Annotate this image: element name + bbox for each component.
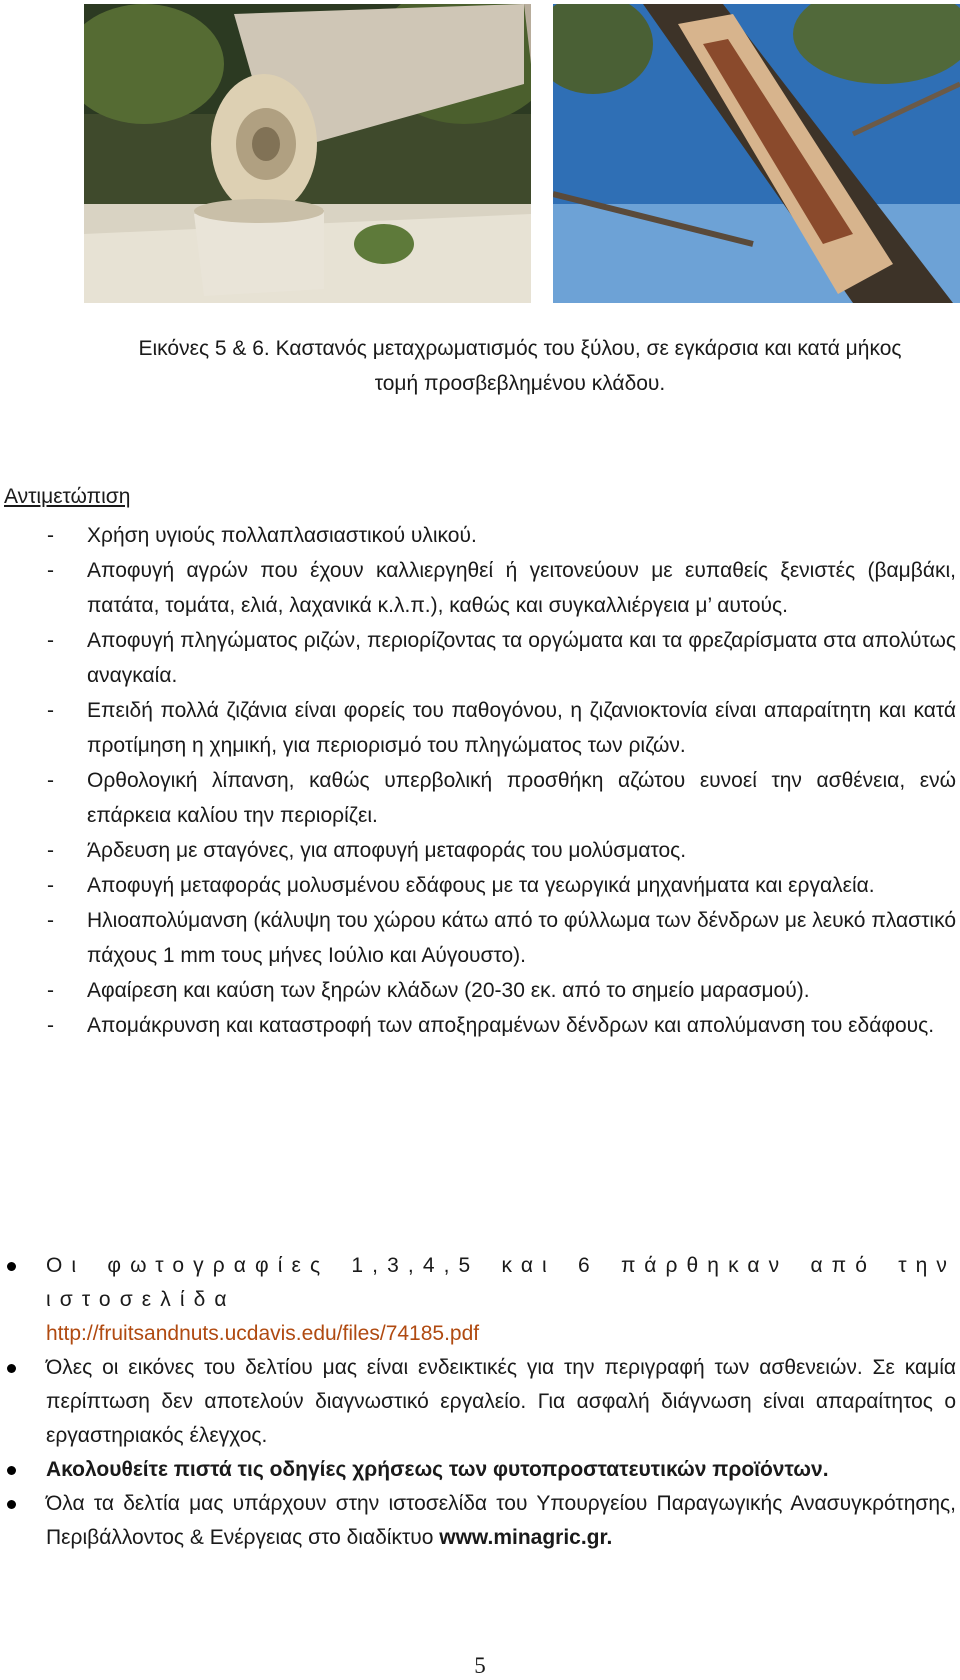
notes-list	[4, 1249, 956, 1555]
list-item: - Ορθολογική λίπανση, καθώς υπερβολική προσθήκη αζώτου ευνοεί την ασθένεια, ενώ επάρκεια καλίου την περιορίζει.	[47, 769, 956, 827]
bullet-icon	[7, 1262, 16, 1271]
note-instructions	[4, 1453, 956, 1487]
list-item: - Επειδή πολλά ζιζάνια είναι φορείς του παθογόνου, η ζιζανιοκτονία είναι απαραίτητη και κατά προτίμηση η χημική, για περιορισμό του πληγώματος των ριζών.	[47, 699, 956, 757]
bullet-icon	[7, 1466, 16, 1475]
page-number: 5	[474, 1653, 486, 1678]
list-item: - Αποφυγή πληγώματος ριζών, περιορίζοντας τα οργώματα και τα φρεζαρίσματα στα απολύτως αναγκαία.	[47, 629, 956, 687]
note-availability	[4, 1487, 956, 1555]
photo-credit-text: Οι φωτογραφίες 1,3,4,5 και 6 πάρθηκαν από την ιστοσελίδα	[46, 1254, 956, 1311]
note-photo-credit	[4, 1249, 956, 1351]
photo-cross-section	[84, 4, 531, 303]
caption-line: Εικόνες 5 & 6. Καστανός μεταχρωματισμός του ξύλου, σε εγκάρσια και κατά μήκος	[138, 337, 902, 360]
bullet-icon	[7, 1500, 16, 1509]
list-item: - Αφαίρεση και καύση των ξηρών κλάδων (20-30 εκ. από το σημείο μαρασμού).	[47, 979, 810, 1002]
list-item: - Αποφυγή μεταφοράς μολυσμένου εδάφους με τα γεωργικά μηχανήματα και εργαλεία.	[47, 874, 875, 897]
instructions-text: Ακολουθείτε πιστά τις οδηγίες χρήσεως των φυτοπροστατευτικών προϊόντων.	[46, 1458, 829, 1481]
list-item: - Άρδευση με σταγόνες, για αποφυγή μεταφοράς του μολύσματος.	[47, 839, 687, 862]
bullet-icon	[7, 1364, 16, 1373]
list-item: - Απομάκρυνση και καταστροφή των αποξηραμένων δένδρων και απολύμανση του εδάφους.	[47, 1014, 935, 1037]
treatment-list	[4, 518, 956, 1043]
list-item: - Ηλιοαπολύμανση (κάλυψη του χώρου κάτω από το φύλλωμα των δένδρων με λευκό πλαστικό πάχους 1 mm τους μήνες Ιούλιο και Αύγουστο).	[47, 909, 956, 967]
disclaimer-text: Όλες οι εικόνες του δελτίου μας είναι ενδεικτικές για την περιγραφή των ασθενειών. Σε καμία περίπτωση δεν αποτελούν διαγνωστικό εργαλείο. Για ασφαλή διάγνωση είναι απαραίτητος ο εργαστηριακός έλεγχος.	[46, 1356, 956, 1447]
caption-line: τομή προσβεβλημένου κλάδου.	[374, 372, 666, 395]
figure-caption	[90, 331, 950, 401]
note-disclaimer	[4, 1351, 956, 1453]
list-item: - Χρήση υγιούς πολλαπλασιαστικού υλικού.	[47, 524, 477, 547]
photo-source-link[interactable]: http://fruitsandnuts.ucdavis.edu/files/74185.pdf	[46, 1322, 480, 1345]
section-heading: Αντιμετώπιση	[4, 485, 131, 508]
list-item: - Αποφυγή αγρών που έχουν καλλιεργηθεί ή γειτονεύουν με ευπαθείς ξενιστές (βαμβάκι, πατάτα, τομάτα, ελιά, λαχανικά κ.λ.π.), καθώς και συγκαλλιέργεια μ’ αυτούς.	[47, 559, 956, 617]
photo-longitudinal-section	[553, 4, 960, 303]
website-link[interactable]: www.minagric.gr.	[439, 1526, 613, 1549]
availability-text: Όλα τα δελτία μας υπάρχουν στην ιστοσελίδα του Υπουργείου Παραγωγικής Ανασυγκρότησης, Περιβάλλοντος & Ενέργειας στο διαδίκτυο	[46, 1492, 956, 1549]
figure-photos	[84, 4, 960, 304]
